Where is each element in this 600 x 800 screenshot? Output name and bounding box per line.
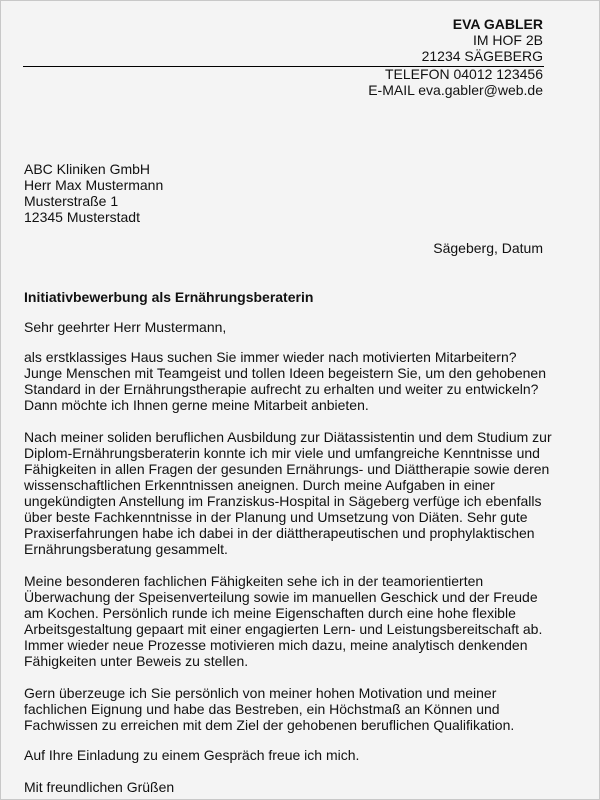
recipient-line: Musterstraße 1 xyxy=(24,193,119,209)
subject-line: Initiativbewerbung als Ernährungsberaterin xyxy=(24,289,314,305)
salutation: Sehr geehrter Herr Mustermann, xyxy=(24,319,227,335)
paragraph-line: Fachwissen zu erreichen mit dem Ziel der gehobenen beruflichen Qualifikation. xyxy=(24,717,515,733)
paragraph-line: Gern überzeuge ich Sie persönlich von meiner hohen Motivation und meiner xyxy=(24,685,497,701)
sender-city: 21234 SÄGEBERG xyxy=(421,48,543,64)
sender-block xyxy=(368,16,543,98)
closing: Mit freundlichen Grüßen xyxy=(24,779,175,795)
paragraph-line: über beste Fachkenntnisse in der Planung und Umsetzung von Diäten. Sehr gute xyxy=(24,509,528,525)
sender-street: IM HOF 2B xyxy=(472,32,543,48)
paragraph-5 xyxy=(24,747,359,763)
paragraph-line: fachlichen Eignung und habe das Bestreben, ein Höchstmaß an Können und xyxy=(24,701,500,717)
paragraph-line: Fähigkeiten in allen Fragen der gesunden Ernährungs- und Diättherapie sowie deren xyxy=(24,461,550,477)
sender-email: E-MAIL eva.gabler@web.de xyxy=(368,82,543,98)
paragraph-line: Arbeitsgestaltung gepaart mit einer engagierten Lern- und Leistungsbereitschaft ab. xyxy=(24,621,543,637)
date-line: Sägeberg, Datum xyxy=(433,240,543,256)
paragraph-line: Auf Ihre Einladung zu einem Gespräch freue ich mich. xyxy=(24,747,360,763)
paragraph-line: als erstklassiges Haus suchen Sie immer wieder nach motivierten Mitarbeitern? xyxy=(24,349,517,365)
paragraph-line: Meine besonderen fachlichen Fähigkeiten sehe ich in der teamorientierten xyxy=(24,573,484,589)
paragraph-line: Ernährungsberatung gesammelt. xyxy=(24,541,228,557)
sender-phone: TELEFON 04012 123456 xyxy=(385,66,543,82)
paragraph-line: Überwachung der Speisenverteilung sowie im manuellen Geschick und der Freude xyxy=(24,589,538,605)
paragraph-line: Junge Menschen mit Teamgeist und tollen Ideen begeistern Sie, um den gehobenen xyxy=(24,365,546,381)
paragraph-line: wissenschaftlichen Erkenntnissen aneignen. Durch meine Aufgaben in einer xyxy=(24,477,495,493)
recipient-address xyxy=(24,161,163,225)
paragraph-line: Nach meiner soliden beruflichen Ausbildung zur Diätassistentin und dem Studium zur xyxy=(24,429,552,445)
sender-name: EVA GABLER xyxy=(452,16,543,32)
paragraph-line: Fähigkeiten unter Beweis zu stellen. xyxy=(24,653,249,669)
paragraph-line: ungekündigten Anstellung im Franziskus-Hospital in Sägeberg verfüge ich ebenfalls xyxy=(24,493,542,509)
paragraph-line: am Kochen. Persönlich runde ich meine Eigenschaften durch eine hohe flexible xyxy=(24,605,516,621)
paragraph-line: Diplom-Ernährungsberaterin konnte ich mir viele und umfangreiche Kenntnisse und xyxy=(24,445,540,461)
paragraph-4 xyxy=(24,685,514,733)
paragraph-line: Immer wieder neue Prozesse motivieren mich dazu, meine analytisch denkenden xyxy=(24,637,528,653)
header-divider xyxy=(23,66,544,67)
recipient-line: 12345 Musterstadt xyxy=(24,209,140,225)
recipient-line: Herr Max Mustermann xyxy=(24,177,164,193)
paragraph-line: Dann möchte ich Ihnen gerne meine Mitarbeit anbieten. xyxy=(24,397,369,413)
paragraph-line: Standard in der Ernährungstherapie aufrecht zu erhalten und weiter zu entwickeln? xyxy=(24,381,539,397)
paragraph-3 xyxy=(24,573,542,669)
paragraph-line: Praxiserfahrungen habe ich dabei in der diättherapeutischen und prophylaktischen xyxy=(24,525,535,541)
recipient-line: ABC Kliniken GmbH xyxy=(24,161,151,177)
paragraph-1 xyxy=(24,349,546,413)
paragraph-2 xyxy=(24,429,552,557)
